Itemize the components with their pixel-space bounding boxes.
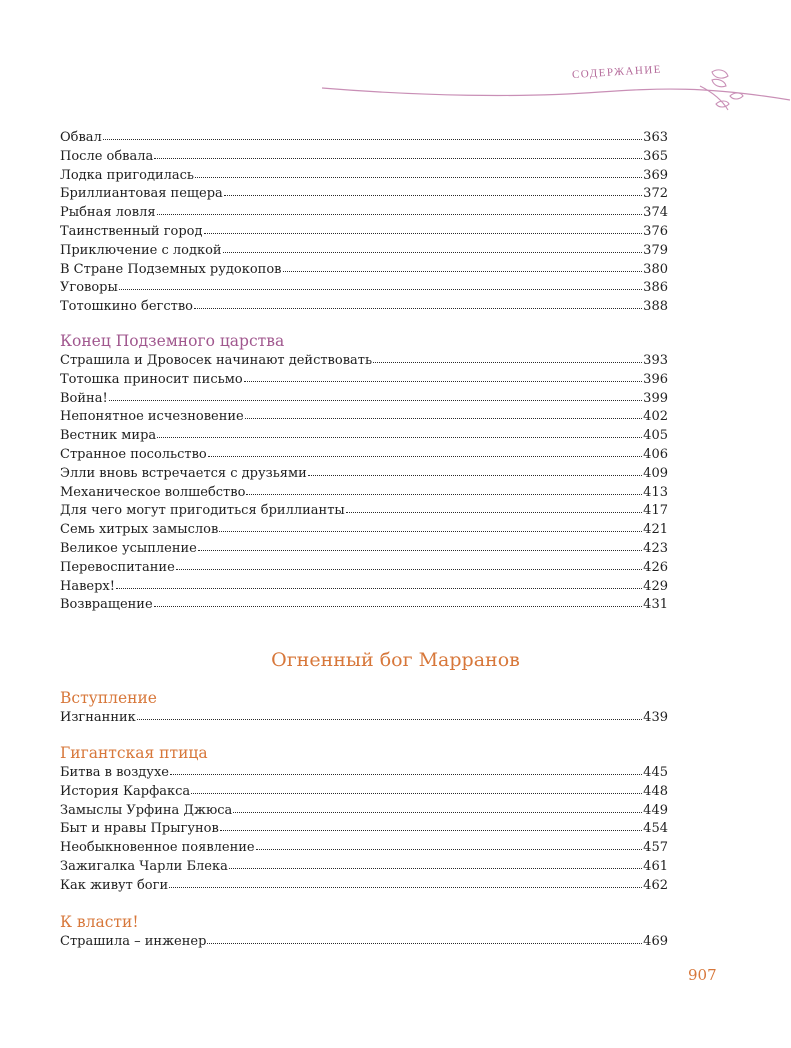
dot-leader [229,868,642,869]
entry-title: В Стране Подземных рудокопов [60,261,282,277]
section-heading: Конец Подземного царства [60,332,285,350]
entry-title: Замыслы Урфина Джюса [60,802,233,818]
toc-entry [60,427,668,446]
entry-page: 448 [643,783,668,799]
dot-leader [194,308,642,309]
entry-title: Быт и нравы Прыгунов [60,821,219,837]
toc-entry [60,783,668,802]
toc-entry [60,596,668,615]
dot-leader [223,252,643,253]
toc-entry [60,764,668,783]
entry-title: Обвал [60,130,102,145]
dot-leader [109,400,642,401]
dot-leader [246,494,642,495]
dot-leader [207,943,642,944]
toc-entry [60,390,668,409]
entry-page: 386 [643,280,668,296]
part-title: Огненный бог Марранов [271,649,520,671]
toc-entry [60,204,668,223]
toc-entry [60,408,668,427]
entry-page: 426 [643,559,668,575]
entry-title: Для чего могут пригодиться бриллианты [60,503,345,519]
dot-leader [220,830,642,831]
toc-entry [60,298,668,317]
entry-title: Великое усыпление [60,540,197,556]
entry-page: 396 [643,371,668,387]
entry-page: 372 [643,186,668,202]
entry-title: Перевоспитание [60,559,175,575]
dot-leader [176,569,642,570]
dot-leader [169,887,642,888]
toc-entry [60,352,668,371]
entry-page: 365 [643,148,668,164]
dot-leader [256,849,643,850]
entry-title: Непонятное исчезновение [60,409,244,425]
dot-leader [245,418,642,419]
toc-entry [60,185,668,204]
dot-leader [224,195,642,196]
dot-leader [154,606,643,607]
toc-entry [60,858,668,877]
page-number: 907 [688,966,717,984]
toc-entry [60,167,668,186]
entry-title: Страшила – инженер [60,934,207,949]
toc-entry [60,223,668,242]
section-heading: Гигантская птица [60,744,208,762]
toc-group [60,687,668,728]
entry-title: Возвращение [60,597,153,613]
toc-group [60,129,668,317]
dot-leader [157,437,642,438]
dot-leader [244,381,643,382]
entry-title: Бриллиантовая пещера [60,186,223,202]
dot-leader [137,719,642,720]
toc-entry [60,877,668,896]
entry-title: Тотошка приносит письмо [60,371,243,387]
entry-page: 469 [643,934,668,949]
entry-page: 388 [643,299,668,315]
entry-title: Таинственный город [60,223,203,239]
entry-page: 462 [643,877,668,893]
section-heading: К власти! [60,913,139,931]
entry-page: 406 [643,446,668,462]
entry-title: После обвала [60,148,154,164]
entry-page: 454 [643,821,668,837]
entry-page: 402 [643,409,668,425]
dot-leader [103,139,642,140]
toc-group [60,330,668,615]
entry-title: Зажигалка Чарли Блека [60,858,228,874]
entry-title: Вестник мира [60,428,157,444]
entry-page: 380 [643,261,668,277]
toc-entry [60,261,668,280]
entry-title: Страшила и Дровосек начинают действовать [60,353,373,368]
entry-page: 369 [643,167,668,183]
entry-title: История Карфакса [60,783,191,799]
toc-entry [60,242,668,261]
toc-entry [60,279,668,298]
entry-page: 417 [643,503,668,519]
dot-leader [233,812,642,813]
entry-title: Как живут боги [60,877,169,893]
leaf-sprig-icon [700,70,743,110]
toc-entry [60,802,668,821]
entry-title: Изгнанник [60,710,136,725]
entry-title: Битва в воздухе [60,765,169,780]
entry-title: Наверх! [60,578,115,594]
dot-leader [119,289,642,290]
entry-page: 461 [643,858,668,874]
dot-leader [283,271,643,272]
toc-entry [60,578,668,597]
entry-title: Война! [60,390,108,406]
entry-page: 431 [643,597,668,613]
dot-leader [191,793,642,794]
toc-group [60,911,668,952]
toc-entry [60,933,668,952]
toc-group [60,742,668,896]
toc-entry [60,484,668,503]
dot-leader [204,233,643,234]
dot-leader [116,588,642,589]
entry-page: 374 [643,205,668,221]
entry-title: Необыкновенное появление [60,840,255,856]
dot-leader [346,512,642,513]
toc-entry [60,521,668,540]
toc-entry [60,709,668,728]
entry-page: 393 [643,353,668,368]
entry-page: 379 [643,242,668,258]
dot-leader [373,362,642,363]
entry-title: Уговоры [60,280,118,296]
entry-page: 413 [643,484,668,500]
dot-leader [170,774,642,775]
dot-leader [157,214,643,215]
entry-title: Механическое волшебство [60,484,246,500]
header-ornament [0,0,791,130]
entry-title: Элли вновь встречается с друзьями [60,465,307,481]
entry-page: 409 [643,465,668,481]
toc-entry [60,559,668,578]
entry-page: 439 [643,710,668,725]
toc-entry [60,371,668,390]
entry-page: 423 [643,540,668,556]
toc-entry [60,839,668,858]
entry-page: 399 [643,390,668,406]
entry-title: Приключение с лодкой [60,242,222,258]
toc-entry [60,148,668,167]
toc-entry [60,465,668,484]
dot-leader [195,177,642,178]
entry-title: Лодка пригодилась [60,167,195,183]
dot-leader [219,531,642,532]
entry-title: Странное посольство [60,446,207,462]
dot-leader [154,158,642,159]
dot-leader [208,456,642,457]
entry-page: 457 [643,840,668,856]
dot-leader [198,550,642,551]
entry-title: Семь хитрых замыслов [60,522,219,538]
entry-page: 405 [643,428,668,444]
entry-title: Тотошкино бегство [60,299,193,315]
entry-title: Рыбная ловля [60,205,156,221]
toc-entry [60,820,668,839]
entry-page: 363 [643,130,668,145]
entry-page: 449 [643,802,668,818]
entry-page: 429 [643,578,668,594]
toc-entry [60,540,668,559]
toc-entry [60,502,668,521]
toc-entry [60,446,668,465]
section-header-label: содержание [571,60,663,82]
dot-leader [308,475,642,476]
entry-page: 421 [643,522,668,538]
section-heading: Вступление [60,689,157,707]
entry-page: 376 [643,223,668,239]
entry-page: 445 [643,765,668,780]
toc-entry [60,129,668,148]
